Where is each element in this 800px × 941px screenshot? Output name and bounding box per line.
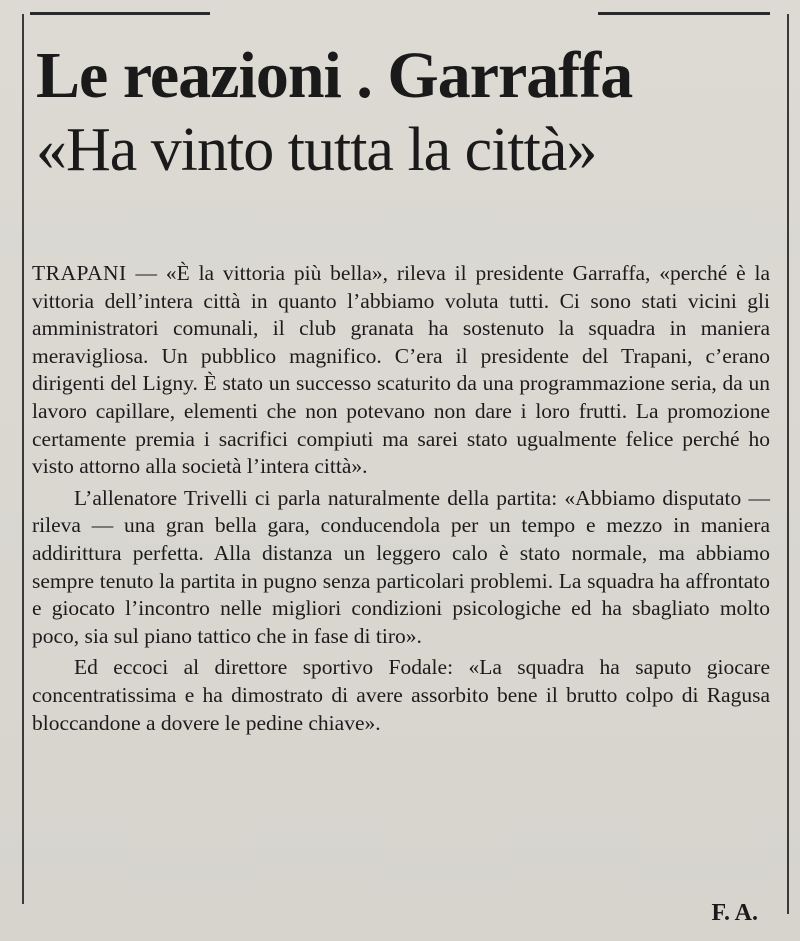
- article-paragraph-2: L’allenatore Trivelli ci parla naturalmente della partita: «Abbiamo disputato — rileva — una gran bella gara, conducendola per un tempo e mezzo in maniera addirittura perfetta. Alla distanza un leggero calo è stato normale, ma abbiamo sempre tenuto la partita in pugno senza particolari problemi. La squadra ha affrontato e giocato l’incontro nelle migliori condizioni psicologiche ed ha sbagliato molto poco, sia sul piano tattico che in fase di tiro».: [32, 485, 770, 648]
- column-divider-right: [787, 14, 789, 914]
- headline: [36, 40, 776, 186]
- headline-line-1: Le reazioni . Garraffa: [36, 39, 633, 112]
- dateline: TRAPANI: [32, 261, 127, 285]
- headline-line-2: «Ha vinto tutta la città»: [36, 116, 597, 184]
- author-signature: F. A.: [711, 900, 758, 926]
- top-rule-right: [598, 12, 770, 15]
- column-divider-left: [22, 14, 24, 904]
- paragraph-1-text: — «È la vittoria più bella», rileva il presidente Garraffa, «perché è la vittoria dell’intera città in quanto l’abbiamo voluta tutti. Ci sono stati vicini gli amministratori comunali, il club granata ha sostenuto la squadra in maniera meravigliosa. Un pubblico magnifico. C’era il presidente del Trapani, c’erano dirigenti del Ligny. È stato un successo scaturito da una programmazione seria, da un lavoro capillare, elementi che non potevano non dare i loro frutti. La promozione certamente premia i sacrifici compiuti ma sarei stato ugualmente felice perché ho visto attorno alla società l’intera città».: [32, 261, 770, 479]
- article-paragraph-1: [32, 260, 770, 481]
- article-body: [32, 260, 770, 737]
- top-rule-left: [30, 12, 210, 15]
- article-paragraph-3: Ed eccoci al direttore sportivo Fodale: «La squadra ha saputo giocare concentratissima e ha dimostrato di avere assorbito bene il brutto colpo di Ragusa bloccandone a dovere le pedine chiave».: [32, 655, 770, 735]
